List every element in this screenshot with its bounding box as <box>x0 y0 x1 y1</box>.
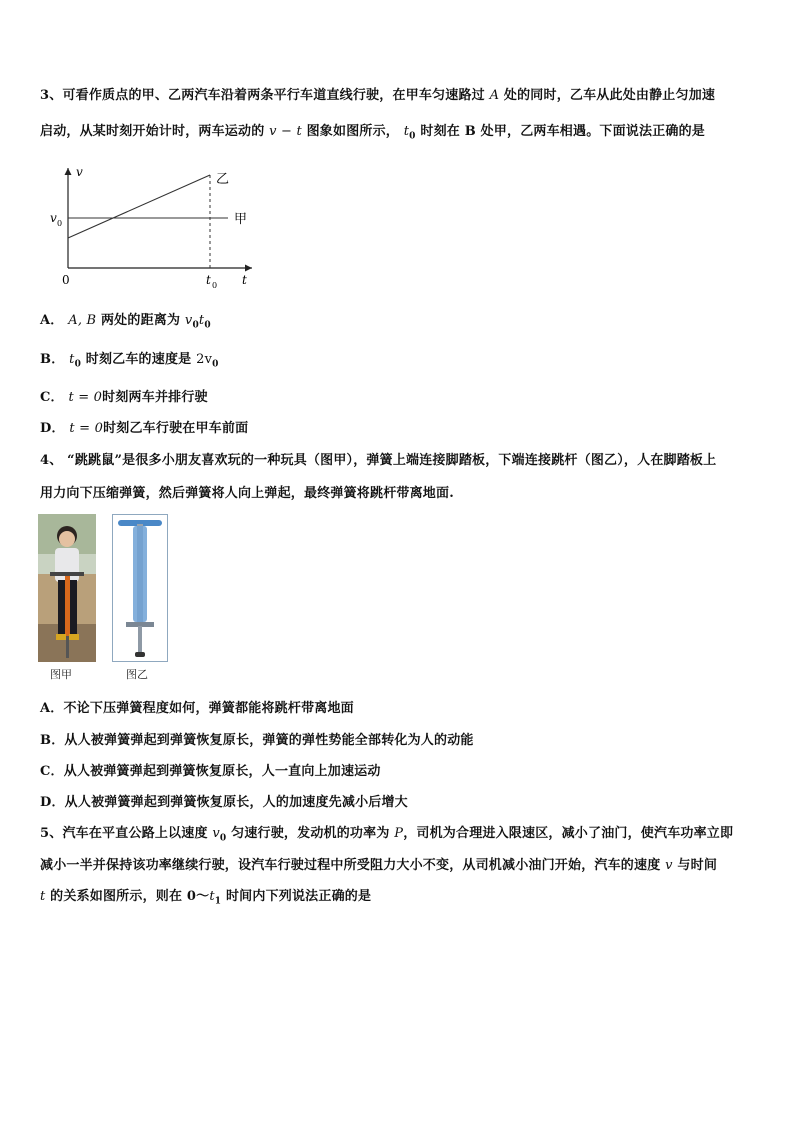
subscript: 0 <box>192 320 199 331</box>
ab-symbol: A, B <box>68 313 97 328</box>
t0-symbol: t <box>403 124 410 139</box>
point-a-symbol: A <box>489 88 500 103</box>
t0-axis-label-sub: 0 <box>212 281 218 290</box>
q4-option-a[interactable]: A．不论下压弹簧程度如何，弹簧都能将跳杆带离地面 <box>40 701 354 716</box>
q3-text: 处的同时，乙车从此处由静止匀加速 <box>499 88 716 103</box>
v0-symbol: v <box>212 826 220 841</box>
figure-jia-photo <box>38 514 96 662</box>
p-symbol: P <box>394 826 404 841</box>
q3-stem-line1 <box>40 84 715 103</box>
v-symbol: v <box>665 858 673 873</box>
subscript: 1 <box>214 896 222 907</box>
q4-option-d[interactable]: D．从人被弹簧弹起到弹簧恢复原长，人的加速度先减小后增大 <box>40 795 408 810</box>
t-symbol: t <box>198 313 205 328</box>
t0-axis-label: t <box>206 273 211 287</box>
subscript: 0 <box>219 833 227 844</box>
q5-text: 与时间 <box>672 858 718 873</box>
origin-label: 0 <box>62 273 70 287</box>
option-text: 时刻乙车的速度是 <box>81 352 197 367</box>
v0-label: v <box>50 211 57 225</box>
q3-text: 时刻在 B 处甲，乙两车相遇。下面说法正确的是 <box>415 124 706 139</box>
q4-option-b[interactable]: B．从人被弹簧弹起到弹簧恢复原长，弹簧的弹性势能全部转化为人的动能 <box>40 733 474 748</box>
q4-option-c[interactable]: C．从人被弹簧弹起到弹簧恢复原长，人一直向上加速运动 <box>40 764 381 779</box>
figure-jia-caption: 图甲 <box>50 668 72 681</box>
vt-graph <box>40 160 260 295</box>
vt-symbol: v − t <box>269 124 302 139</box>
option-text: 两处的距离为 <box>96 313 185 328</box>
v-symbol: v <box>184 313 193 328</box>
figure-yi-pogo-stick <box>112 514 168 662</box>
v-axis-label: v <box>76 165 83 179</box>
q3-text: 启动，从某时刻开始计时，两车运动的 <box>40 124 270 139</box>
q3-option-d[interactable] <box>40 417 248 436</box>
subscript: 0 <box>74 359 82 370</box>
subscript: 0 <box>204 320 211 331</box>
option-text: 时刻乙车行驶在甲车前面 <box>103 421 249 436</box>
q3-stem-line2 <box>40 120 705 142</box>
t-symbol: t <box>69 352 75 367</box>
velocity-value: 2v <box>196 352 213 367</box>
q3-option-b[interactable] <box>40 348 219 370</box>
q5-text: 5、汽车在平直公路上以速度 <box>40 826 213 841</box>
option-letter: B． <box>40 352 65 367</box>
option-letter: D． <box>40 421 65 436</box>
q5-text: 时间内下列说法正确的是 <box>221 889 372 904</box>
yi-line-label: 乙 <box>216 172 230 187</box>
figure-yi-caption: 图乙 <box>126 668 148 681</box>
q4-stem-line1: 4、 “跳跳鼠”是很多小朋友喜欢玩的一种玩具（图甲），弹簧上端连接脚踏板，下端连接跳杆（图乙），人在脚踏板上 <box>40 453 717 468</box>
subscript: 0 <box>212 359 219 370</box>
q5-stem-line2 <box>40 854 717 873</box>
q3-option-c[interactable] <box>40 386 208 405</box>
q5-text: 匀速行驶，发动机的功率为 <box>226 826 395 841</box>
q3-text: 图象如图所示， <box>301 124 404 139</box>
option-letter: C． <box>40 390 64 405</box>
t1-symbol: t <box>209 889 215 904</box>
q3-option-a[interactable] <box>40 309 211 331</box>
t-axis-label: t <box>242 273 247 287</box>
q5-stem-line1 <box>40 822 733 844</box>
t-equals-zero: t = 0 <box>69 421 104 436</box>
option-letter: A． <box>40 313 64 328</box>
q5-text: 的关系如图所示，则在 0～ <box>45 889 210 904</box>
q4-stem-line2: 用力向下压缩弹簧，然后弹簧将人向上弹起，最终弹簧将跳杆带离地面. <box>40 486 454 501</box>
jia-line-label: 甲 <box>234 212 248 227</box>
yi-line <box>68 175 210 238</box>
t-equals-zero: t = 0 <box>68 390 103 405</box>
q5-text: ，司机为合理进入限速区，减小了油门，使汽车功率立即 <box>403 826 734 841</box>
q5-text: 减小一半并保持该功率继续行驶，设汽车行驶过程中所受阻力大小不变，从司机减小油门开始，汽车的速度 <box>40 858 666 873</box>
q5-stem-line3 <box>40 885 371 907</box>
t0-subscript: 0 <box>409 131 416 142</box>
v0-label-sub: 0 <box>57 219 63 228</box>
q3-text: 3、可看作质点的甲、乙两汽车沿着两条平行车道直线行驶，在甲车匀速路过 <box>40 88 490 103</box>
option-text: 时刻两车并排行驶 <box>102 390 208 405</box>
t-symbol: t <box>40 889 46 904</box>
